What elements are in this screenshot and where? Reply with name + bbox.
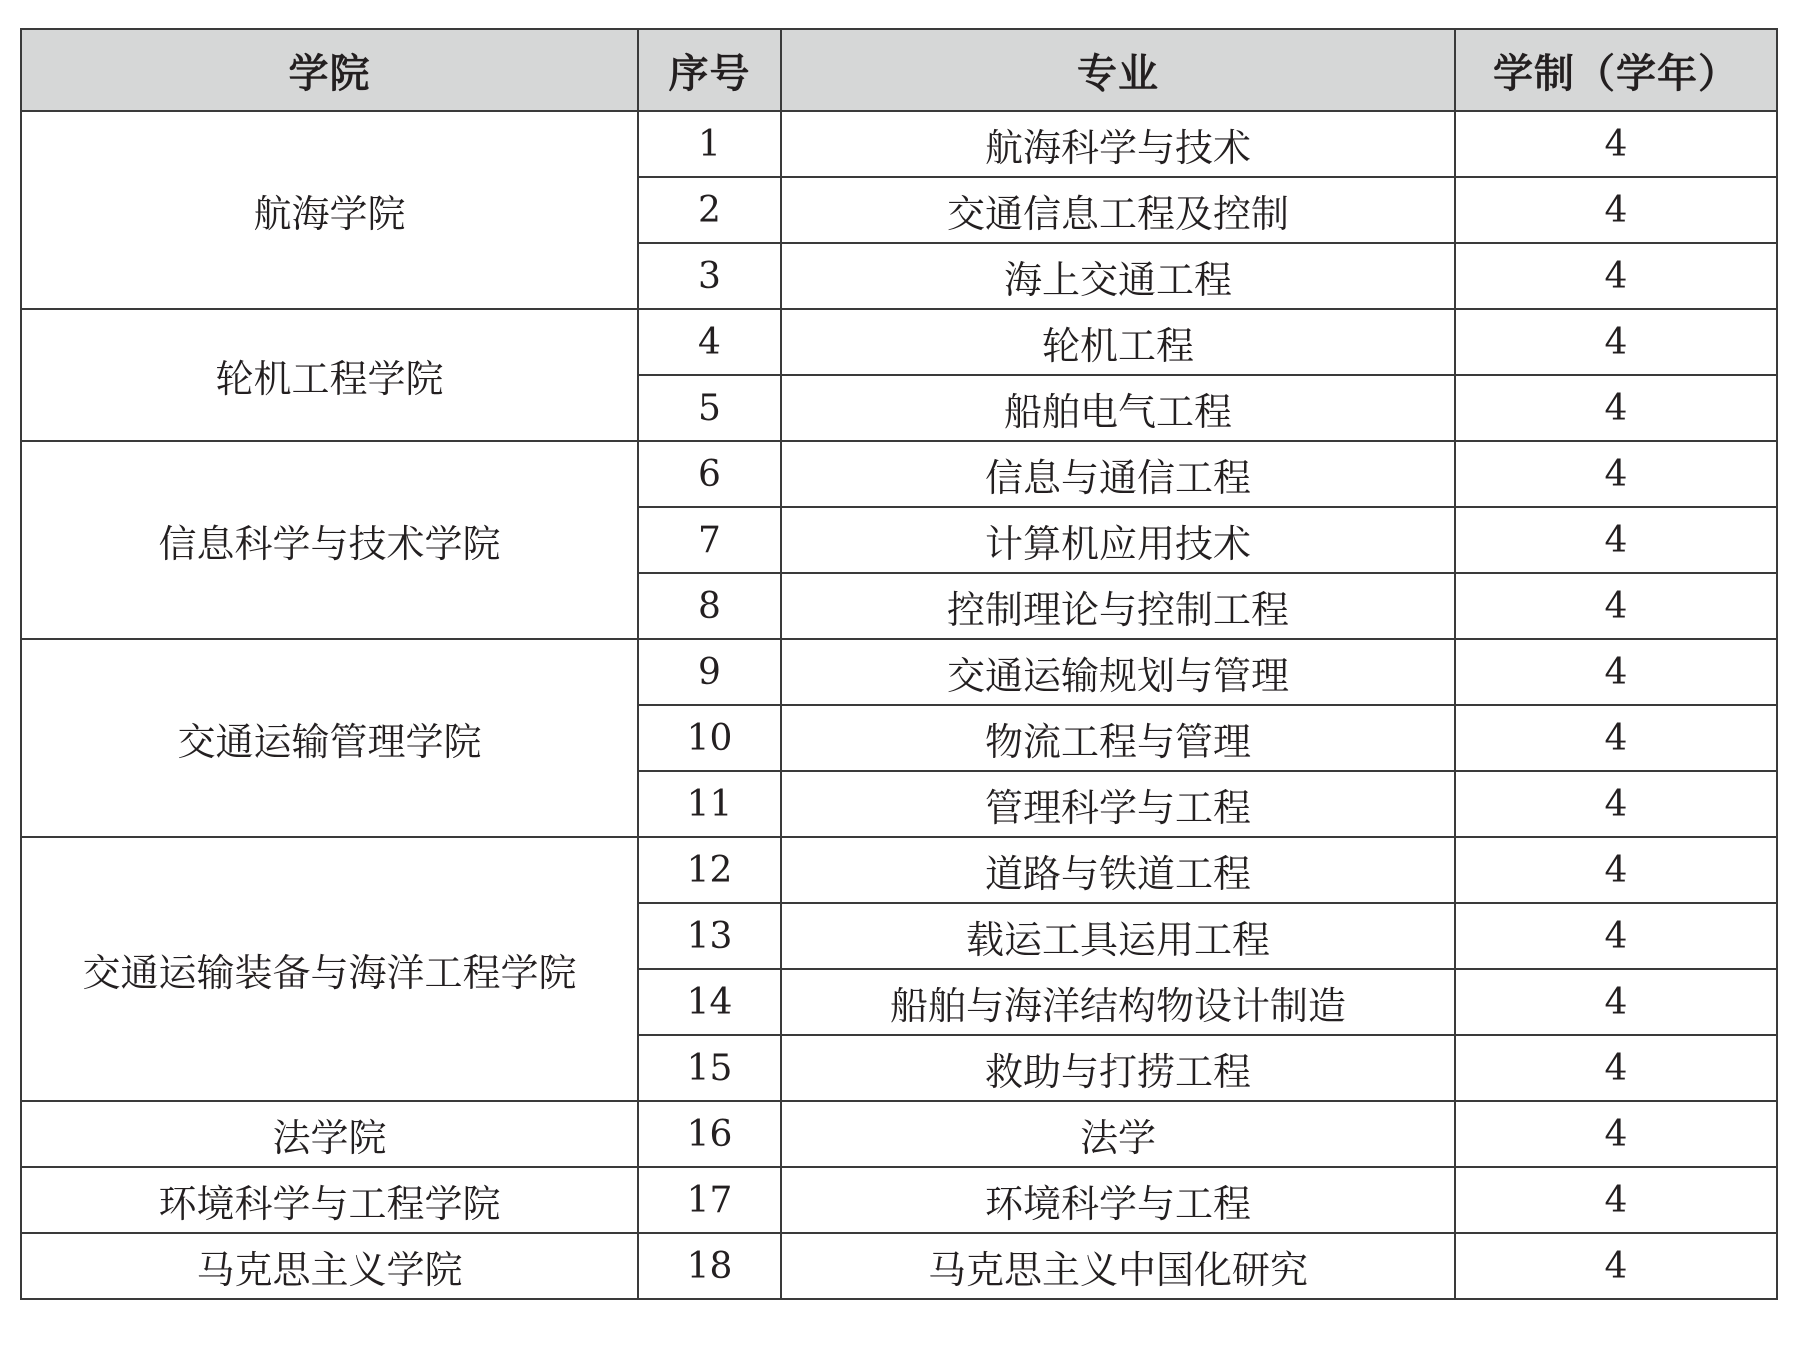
program-duration: 4 [1455, 1233, 1777, 1299]
table-row [21, 1233, 1777, 1299]
table-row [21, 837, 1777, 903]
program-major: 船舶电气工程 [781, 375, 1455, 441]
program-major: 信息与通信工程 [781, 441, 1455, 507]
program-major: 载运工具运用工程 [781, 903, 1455, 969]
program-number: 18 [638, 1233, 781, 1299]
programs-table [20, 28, 1778, 1300]
program-duration: 4 [1455, 375, 1777, 441]
program-number: 17 [638, 1167, 781, 1233]
college-name: 信息科学与技术学院 [21, 441, 638, 639]
program-duration: 4 [1455, 837, 1777, 903]
program-major: 船舶与海洋结构物设计制造 [781, 969, 1455, 1035]
program-number: 2 [638, 177, 781, 243]
college-name: 交通运输装备与海洋工程学院 [21, 837, 638, 1101]
program-duration: 4 [1455, 441, 1777, 507]
program-number: 3 [638, 243, 781, 309]
header-duration: 学制（学年） [1455, 29, 1777, 111]
program-number: 6 [638, 441, 781, 507]
program-duration: 4 [1455, 177, 1777, 243]
table-row [21, 1167, 1777, 1233]
program-number: 7 [638, 507, 781, 573]
table-row [21, 111, 1777, 177]
table-row [21, 441, 1777, 507]
program-duration: 4 [1455, 243, 1777, 309]
header-row [21, 29, 1777, 111]
college-name: 法学院 [21, 1101, 638, 1167]
table-row [21, 639, 1777, 705]
program-duration: 4 [1455, 705, 1777, 771]
program-number: 4 [638, 309, 781, 375]
header-number: 序号 [638, 29, 781, 111]
program-number: 1 [638, 111, 781, 177]
program-major: 控制理论与控制工程 [781, 573, 1455, 639]
program-duration: 4 [1455, 903, 1777, 969]
program-major: 环境科学与工程 [781, 1167, 1455, 1233]
program-major: 交通信息工程及控制 [781, 177, 1455, 243]
program-duration: 4 [1455, 969, 1777, 1035]
college-name: 轮机工程学院 [21, 309, 638, 441]
program-number: 5 [638, 375, 781, 441]
program-major: 海上交通工程 [781, 243, 1455, 309]
program-duration: 4 [1455, 1035, 1777, 1101]
program-major: 交通运输规划与管理 [781, 639, 1455, 705]
program-number: 9 [638, 639, 781, 705]
program-major: 道路与铁道工程 [781, 837, 1455, 903]
program-major: 物流工程与管理 [781, 705, 1455, 771]
program-duration: 4 [1455, 1167, 1777, 1233]
program-major: 管理科学与工程 [781, 771, 1455, 837]
header-major: 专业 [781, 29, 1455, 111]
program-major: 轮机工程 [781, 309, 1455, 375]
program-major: 计算机应用技术 [781, 507, 1455, 573]
table-row [21, 1101, 1777, 1167]
program-major: 法学 [781, 1101, 1455, 1167]
program-major: 马克思主义中国化研究 [781, 1233, 1455, 1299]
program-number: 16 [638, 1101, 781, 1167]
program-number: 13 [638, 903, 781, 969]
program-duration: 4 [1455, 309, 1777, 375]
program-duration: 4 [1455, 573, 1777, 639]
program-duration: 4 [1455, 639, 1777, 705]
college-name: 航海学院 [21, 111, 638, 309]
program-duration: 4 [1455, 507, 1777, 573]
program-duration: 4 [1455, 1101, 1777, 1167]
college-name: 交通运输管理学院 [21, 639, 638, 837]
program-duration: 4 [1455, 111, 1777, 177]
program-duration: 4 [1455, 771, 1777, 837]
table-row [21, 309, 1777, 375]
header-college: 学院 [21, 29, 638, 111]
program-major: 救助与打捞工程 [781, 1035, 1455, 1101]
program-number: 11 [638, 771, 781, 837]
program-number: 10 [638, 705, 781, 771]
college-name: 环境科学与工程学院 [21, 1167, 638, 1233]
table-body [21, 111, 1777, 1299]
program-number: 12 [638, 837, 781, 903]
college-name: 马克思主义学院 [21, 1233, 638, 1299]
program-number: 14 [638, 969, 781, 1035]
program-major: 航海科学与技术 [781, 111, 1455, 177]
program-number: 15 [638, 1035, 781, 1101]
program-number: 8 [638, 573, 781, 639]
